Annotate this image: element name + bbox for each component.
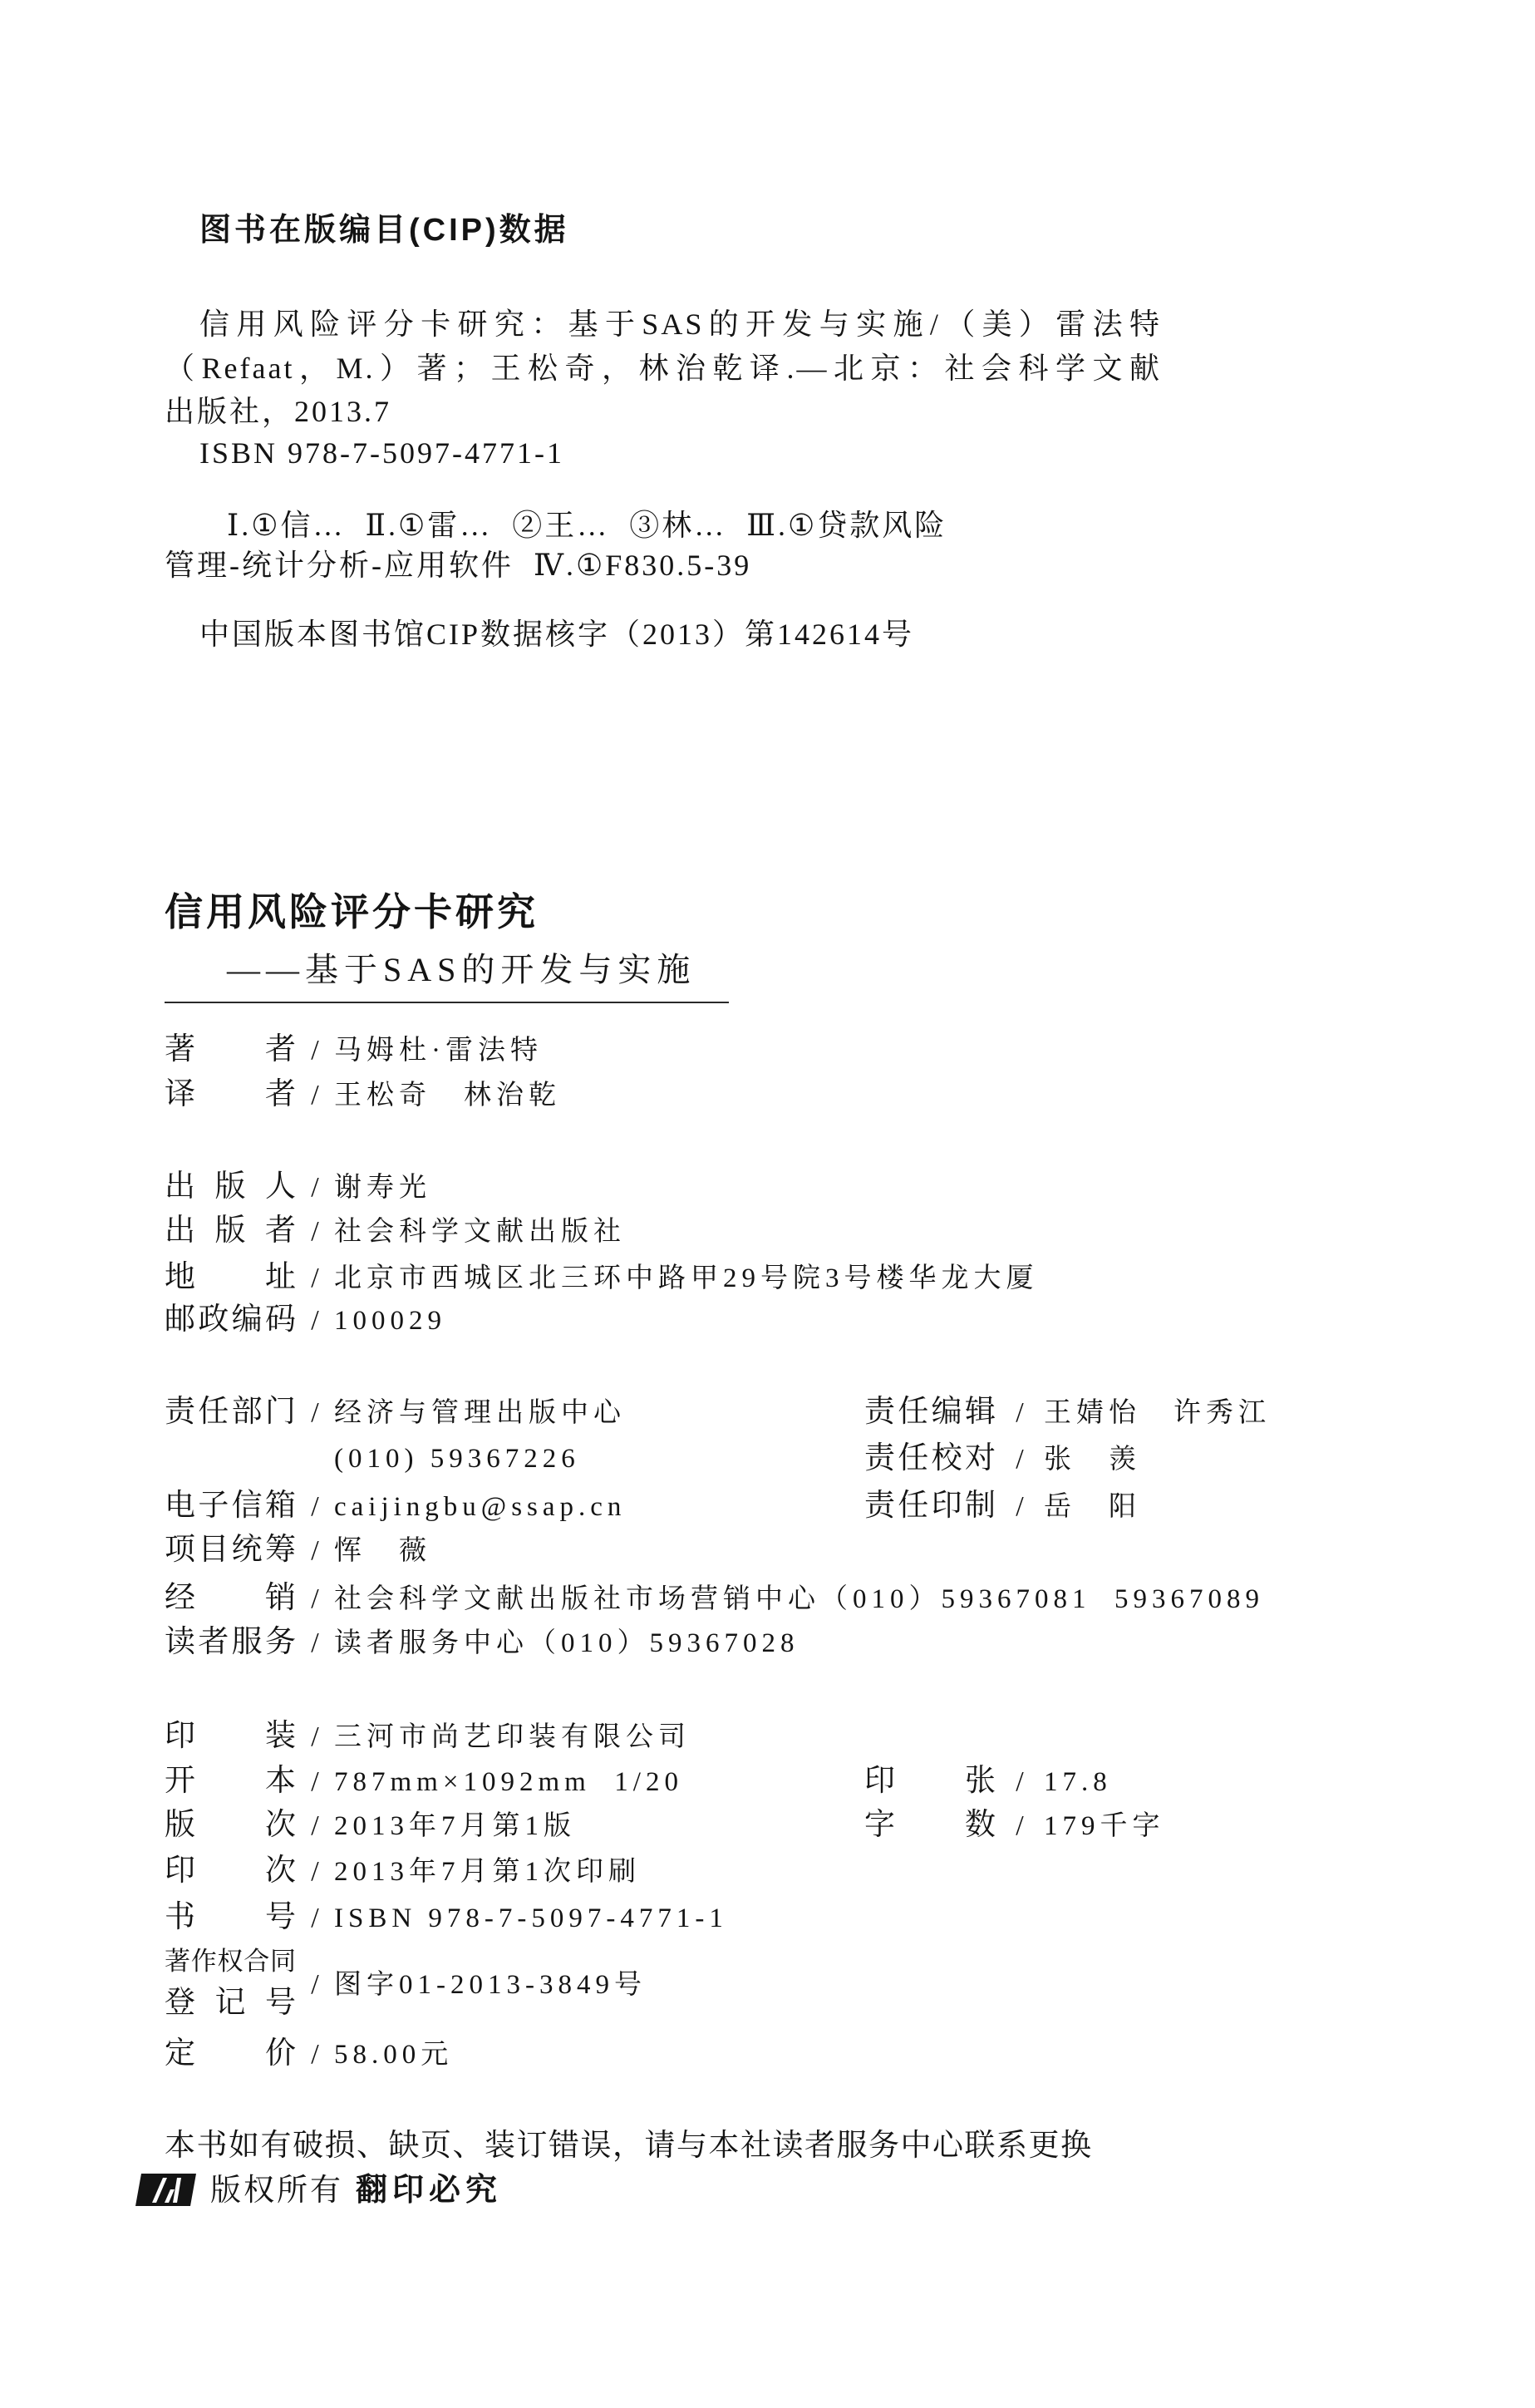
separator: /	[311, 1080, 319, 1110]
book-subtitle: ——基于SAS的开发与实施	[227, 951, 696, 988]
separator: /	[1016, 1766, 1024, 1797]
value-publisher-head: 谢寿光	[334, 1173, 431, 1203]
value-chief-editor: 王婧怡 许秀江	[1044, 1398, 1271, 1428]
cip-line-record-number: 中国版本图书馆CIP数据核字（2013）第142614号	[199, 618, 915, 651]
value-translator: 王松奇 林治乾	[334, 1081, 561, 1110]
separator: /	[311, 1810, 319, 1841]
row-distribution	[165, 1582, 1264, 1615]
cip-line-authors: （Refaat，M.）著；王松奇，林治乾译.—北京：社会科学文献	[165, 352, 1162, 385]
label-reader-service: 读者服务	[165, 1625, 296, 1659]
row-isbn	[165, 1901, 728, 1934]
label-isbn: 书号	[165, 1900, 296, 1934]
label-distribution: 经销	[165, 1581, 296, 1615]
row-chief-editor	[864, 1396, 1271, 1429]
row-publisher	[165, 1214, 626, 1248]
label-printing: 印次	[165, 1854, 296, 1888]
label-author: 著者	[165, 1032, 296, 1066]
value-department: 经济与管理出版中心	[334, 1398, 626, 1428]
value-project-coordinator: 恽 薇	[334, 1536, 431, 1566]
label-registration-number: 登记号	[165, 1986, 296, 2020]
cip-line-classification: 管理-统计分析-应用软件 Ⅳ.①F830.5-39	[165, 549, 752, 582]
row-price	[165, 2037, 453, 2071]
value-isbn: ISBN 978-7-5097-4771-1	[334, 1903, 728, 1933]
row-word-count	[864, 1809, 1165, 1842]
cip-line-title: 信用风险评分卡研究：基于SAS的开发与实施/（美）雷法特	[199, 308, 1162, 341]
label-print-supervisor: 责任印制	[864, 1489, 996, 1523]
row-format	[165, 1765, 683, 1798]
value-author: 马姆杜·雷法特	[334, 1036, 543, 1066]
separator: /	[1016, 1397, 1024, 1428]
book-title: 信用风险评分卡研究	[165, 890, 539, 933]
value-price: 58.00元	[334, 2040, 454, 2070]
cip-line-subjects: Ⅰ.①信… Ⅱ.①雷… ②王… ③林… Ⅲ.①贷款风险	[227, 509, 947, 542]
row-publisher-head	[165, 1170, 431, 1204]
separator: /	[311, 1216, 319, 1247]
separator: /	[311, 1172, 319, 1203]
row-project-coordinator	[165, 1534, 431, 1567]
separator: /	[311, 1721, 319, 1752]
label-edition: 版次	[165, 1808, 296, 1842]
label-sheets: 印张	[864, 1764, 996, 1798]
row-edition	[165, 1809, 576, 1842]
label-department: 责任部门	[165, 1395, 296, 1429]
value-print-supervisor: 岳 阳	[1044, 1492, 1141, 1522]
value-distribution: 社会科学文献出版社市场营销中心（010）59367081 59367089	[334, 1584, 1264, 1614]
row-translator	[165, 1078, 561, 1111]
separator: /	[311, 2039, 319, 2070]
cip-heading: 图书在版编目(CIP)数据	[199, 213, 569, 248]
value-sheets: 17.8	[1044, 1767, 1112, 1797]
row-author	[165, 1033, 543, 1066]
label-printer: 印装	[165, 1719, 296, 1753]
label-price: 定价	[165, 2036, 296, 2071]
label-postcode: 邮政编码	[165, 1302, 296, 1337]
value-edition: 2013年7月第1版	[334, 1811, 576, 1841]
separator: /	[311, 1491, 319, 1522]
value-department-phone: (010) 59367226	[334, 1444, 580, 1474]
cip-line-isbn: ISBN 978-7-5097-4771-1	[199, 436, 564, 470]
row-printing	[165, 1854, 641, 1888]
row-sheets	[864, 1765, 1112, 1798]
label-publisher-head: 出版人	[165, 1170, 296, 1204]
separator: /	[311, 1263, 319, 1293]
separator: /	[311, 1627, 319, 1658]
copyright-reserved: 版权所有	[210, 2173, 343, 2207]
value-format: 787mm×1092mm 1/20	[334, 1767, 683, 1797]
separator: /	[311, 1305, 319, 1336]
title-rule	[165, 1002, 729, 1003]
separator: /	[311, 1535, 319, 1566]
separator: /	[1016, 1444, 1024, 1475]
label-publisher: 出版者	[165, 1214, 296, 1248]
cip-line-publisher: 出版社，2013.7	[165, 395, 392, 428]
row-reader-service	[165, 1626, 799, 1659]
value-postcode: 100029	[334, 1306, 446, 1336]
label-translator: 译者	[165, 1077, 296, 1111]
value-publisher: 社会科学文献出版社	[334, 1217, 626, 1247]
value-printer: 三河市尚艺印装有限公司	[334, 1722, 691, 1752]
separator: /	[311, 1397, 319, 1428]
row-address	[165, 1261, 1039, 1294]
separator: /	[311, 1583, 319, 1614]
value-copyright-registration: 图字01-2013-3849号	[334, 1970, 647, 2000]
row-proofreader	[864, 1442, 1141, 1475]
label-email: 电子信箱	[165, 1489, 296, 1523]
label-word-count: 字数	[864, 1808, 996, 1842]
row-copyright-label-line2	[165, 1987, 296, 2020]
row-printer	[165, 1720, 691, 1753]
label-proofreader: 责任校对	[864, 1441, 996, 1475]
row-postcode	[165, 1303, 446, 1337]
value-reader-service: 读者服务中心（010）59367028	[334, 1628, 799, 1658]
label-format: 开本	[165, 1764, 296, 1798]
value-printing: 2013年7月第1次印刷	[334, 1857, 641, 1887]
label-copyright-contract: 著作权合同	[165, 1947, 296, 1976]
label-address: 地址	[165, 1260, 296, 1294]
separator: /	[311, 1766, 319, 1797]
separator: /	[1016, 1491, 1024, 1522]
value-address: 北京市西城区北三环中路甲29号院3号楼华龙大厦	[334, 1263, 1039, 1293]
publisher-logo-icon	[135, 2174, 196, 2206]
row-department-phone	[334, 1442, 580, 1475]
no-reprint-notice: 翻印必究	[356, 2173, 503, 2208]
row-print-supervisor	[864, 1490, 1141, 1523]
separator: /	[311, 1903, 319, 1933]
row-copyright-label-line1	[165, 1945, 296, 1978]
damage-notice: 本书如有破损、缺页、装订错误，请与本社读者服务中心联系更换	[165, 2128, 1093, 2162]
value-email: caijingbu@ssap.cn	[334, 1492, 627, 1522]
row-department	[165, 1396, 626, 1429]
row-email	[165, 1490, 626, 1523]
separator: /	[1016, 1810, 1024, 1841]
separator: /	[311, 1969, 319, 2000]
label-project-coordinator: 项目统筹	[165, 1533, 296, 1567]
value-word-count: 179千字	[1044, 1811, 1165, 1841]
row-copyright-value	[296, 1968, 647, 2002]
label-chief-editor: 责任编辑	[864, 1395, 996, 1429]
value-proofreader: 张 羡	[1044, 1445, 1141, 1475]
separator: /	[311, 1035, 319, 1066]
separator: /	[311, 1856, 319, 1887]
